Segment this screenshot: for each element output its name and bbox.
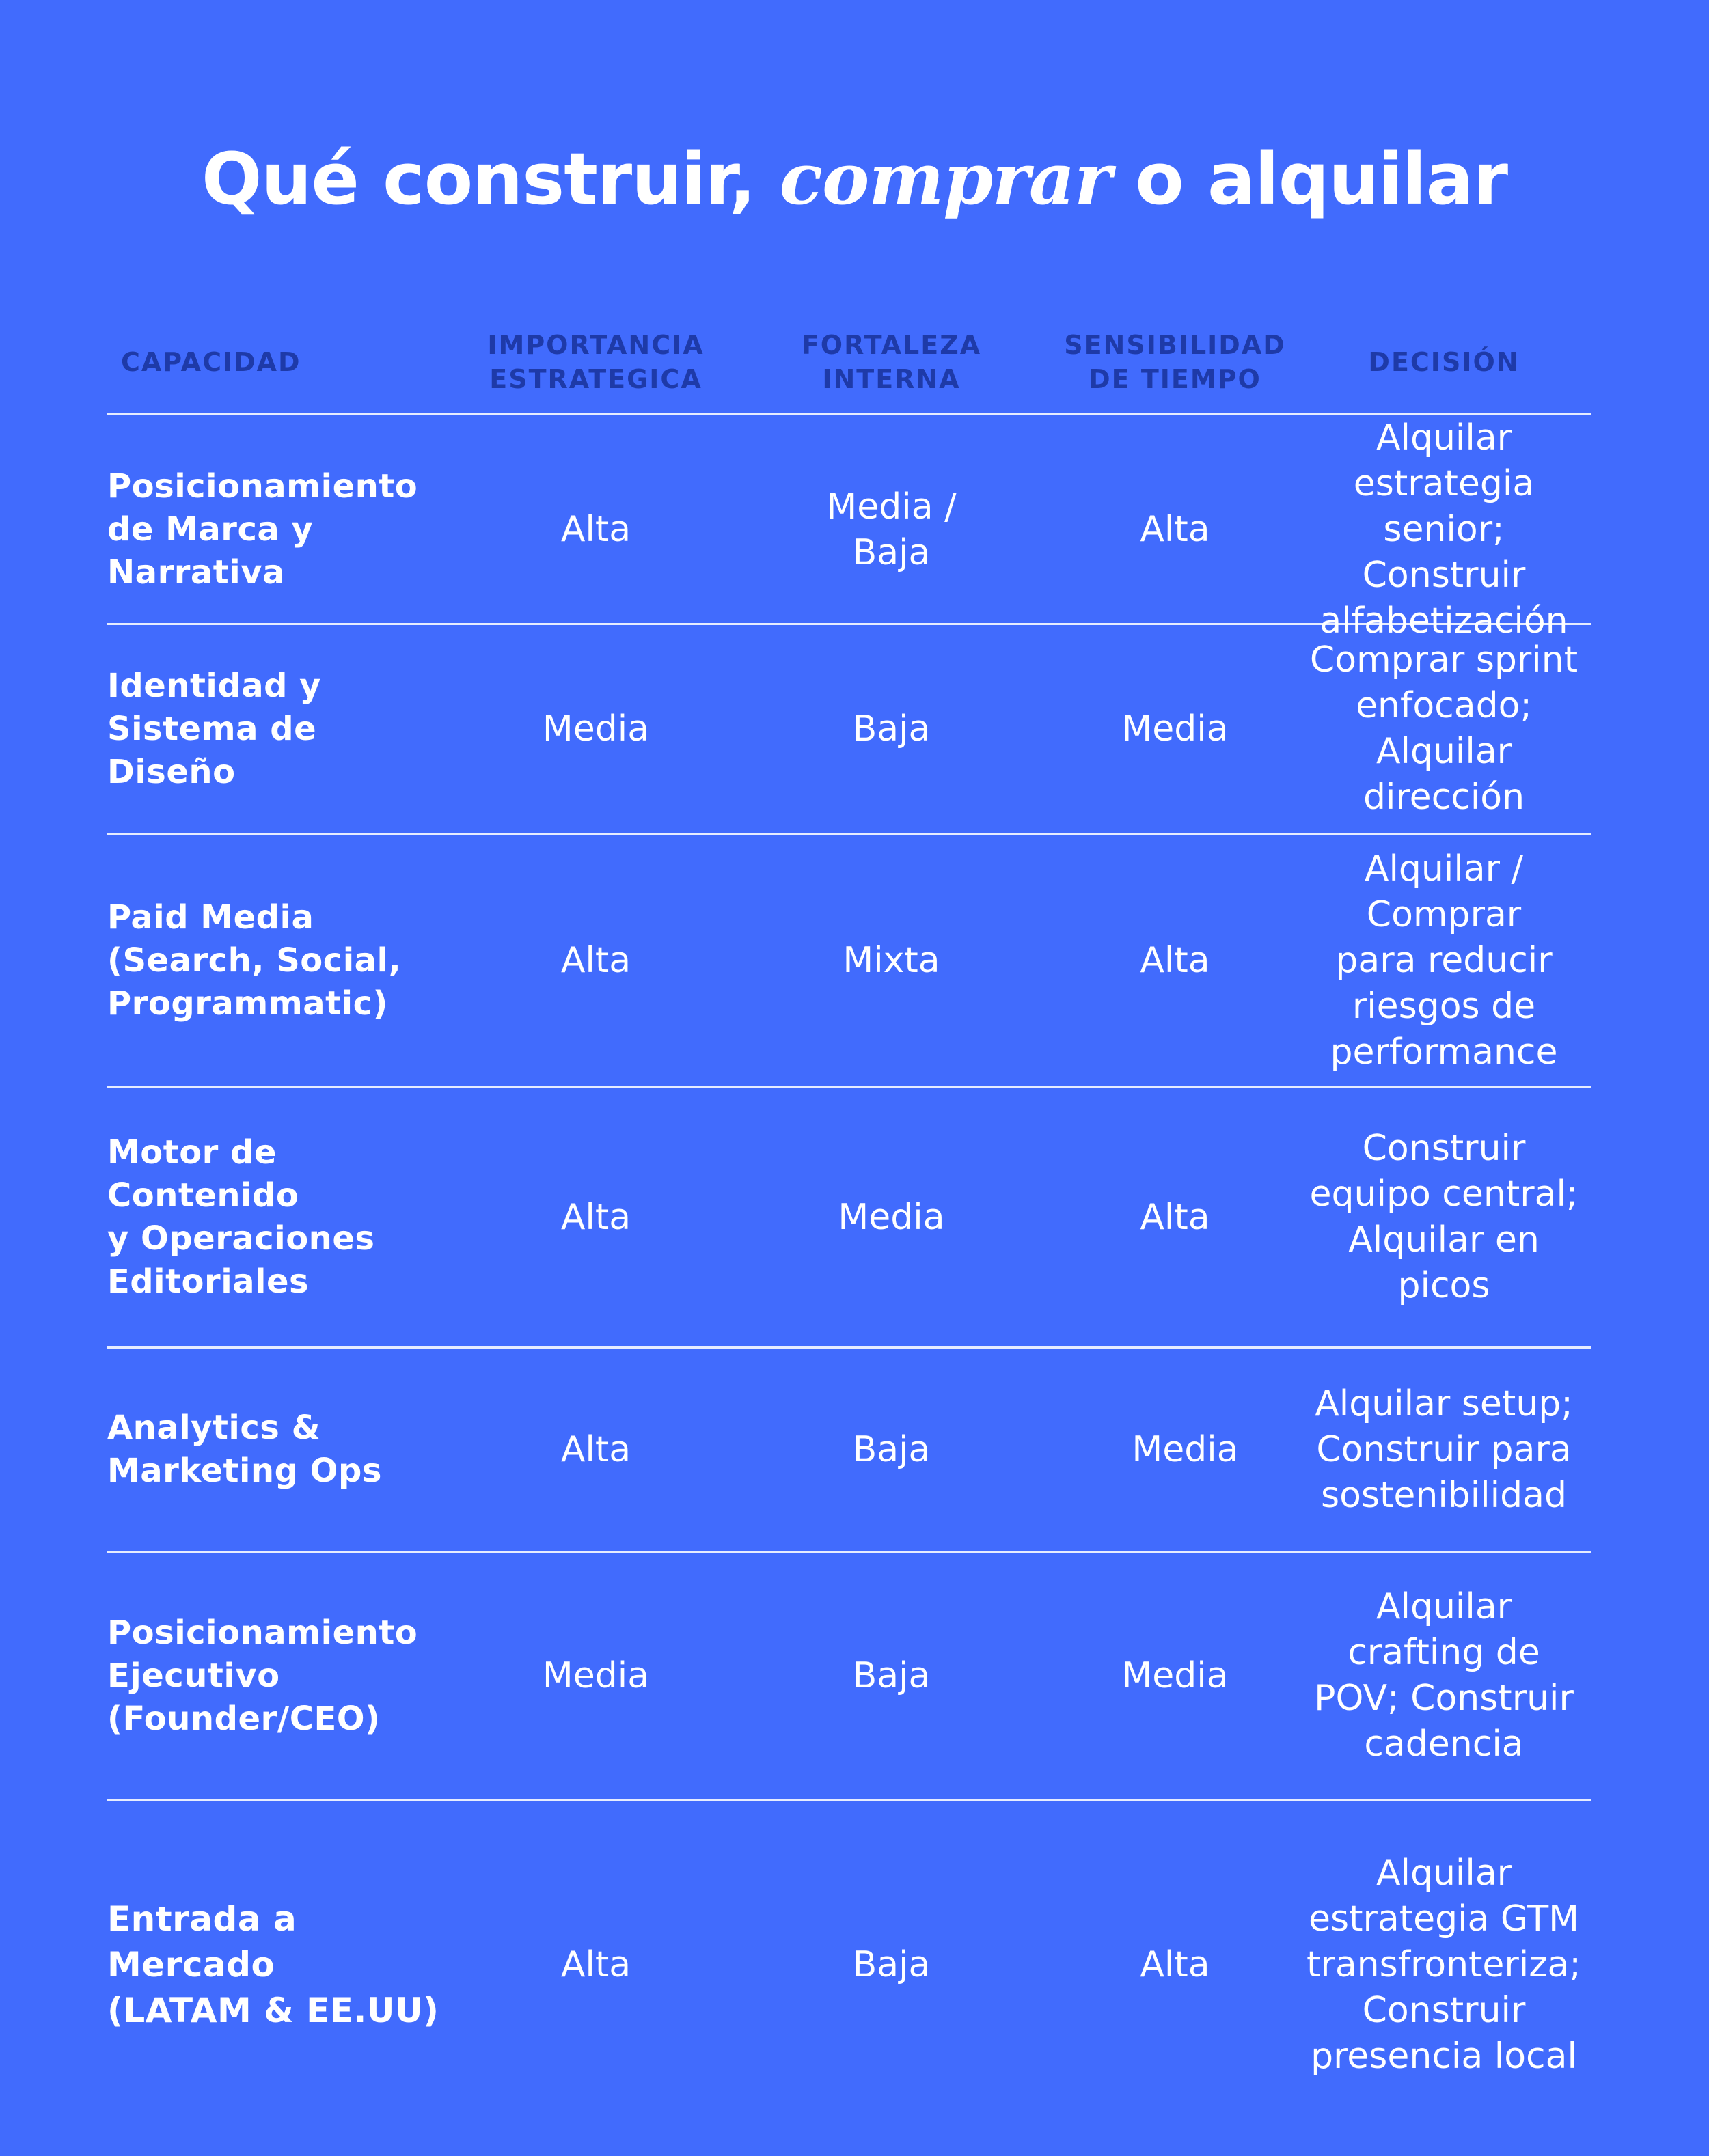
cell-fortaleza: Baja	[852, 1655, 931, 1696]
cell-sensibilidad: Media	[1121, 708, 1229, 749]
cell-fortaleza: Media	[838, 1196, 945, 1238]
title-part-1: Qué construir,	[201, 137, 756, 221]
cell-capacidad: Identidad y Sistema de Diseño	[107, 666, 321, 791]
cell-decision: Alquilar setup; Construir para sostenibilidad	[1315, 1383, 1573, 1516]
cell-sensibilidad: Media	[1132, 1428, 1239, 1470]
table-row	[107, 1088, 1591, 1349]
cell-capacidad: Posicionamiento Ejecutivo (Founder/CEO)	[107, 1613, 418, 1738]
cell-decision: Comprar sprint enfocado; Alquilar dirección	[1309, 639, 1578, 818]
decision-table	[107, 311, 1591, 2129]
header-sensibilidad: SENSIBILIDAD DE TIEMPO	[1064, 330, 1286, 394]
cell-importancia: Alta	[560, 509, 631, 550]
cell-fortaleza: Media / Baja	[826, 486, 957, 573]
table-row	[107, 1553, 1591, 1801]
cell-sensibilidad: Media	[1121, 1655, 1229, 1696]
cell-capacidad: Entrada a Mercado (LATAM & EE.UU)	[107, 1898, 439, 2030]
cell-importancia: Alta	[560, 1196, 631, 1238]
table-row	[107, 415, 1591, 641]
cell-sensibilidad: Alta	[1140, 1196, 1210, 1238]
cell-sensibilidad: Alta	[1140, 1944, 1210, 1985]
header-importancia: IMPORTANCIA ESTRATEGICA	[487, 330, 705, 394]
cell-fortaleza: Mixta	[843, 939, 940, 981]
cell-importancia: Alta	[560, 939, 631, 981]
header-decision: DECISIÓN	[1368, 347, 1520, 377]
title-emphasis: comprar	[779, 137, 1112, 221]
cell-sensibilidad: Alta	[1140, 939, 1210, 981]
cell-importancia: Alta	[560, 1428, 631, 1470]
cell-capacidad: Analytics & Marketing Ops	[107, 1409, 382, 1490]
cell-fortaleza: Baja	[852, 1944, 931, 1985]
cell-decision: Alquilar crafting de POV; Construir cadencia	[1314, 1586, 1574, 1765]
cell-decision: Alquilar estrategia GTM transfronteriza; Construir presencia local	[1307, 1852, 1581, 2077]
table-row	[107, 835, 1591, 1088]
cell-capacidad: Paid Media (Search, Social, Programmatic)	[107, 898, 402, 1023]
table-row	[107, 1349, 1591, 1553]
cell-capacidad: Posicionamiento de Marca y Narrativa	[107, 467, 418, 592]
cell-capacidad: Motor de Contenido y Operaciones Editoriales	[107, 1133, 375, 1301]
header-capacidad: CAPACIDAD	[121, 347, 301, 377]
cell-importancia: Media	[542, 708, 650, 749]
table-row	[107, 1801, 1591, 2129]
page-title	[0, 137, 1709, 221]
cell-fortaleza: Baja	[852, 708, 931, 749]
table-row	[107, 625, 1591, 835]
cell-decision: Construir equipo central; Alquilar en picos	[1309, 1128, 1578, 1306]
cell-decision: Alquilar estrategia senior; Construir alfabetización	[1320, 417, 1568, 641]
header-fortaleza: FORTALEZA INTERNA	[801, 330, 982, 394]
table-header	[107, 311, 1591, 415]
cell-fortaleza: Baja	[852, 1428, 931, 1470]
cell-sensibilidad: Alta	[1140, 509, 1210, 550]
title-part-2: o alquilar	[1135, 137, 1508, 221]
cell-importancia: Media	[542, 1655, 650, 1696]
cell-decision: Alquilar / Comprar para reducir riesgos de performance	[1330, 848, 1558, 1073]
cell-importancia: Alta	[560, 1944, 631, 1985]
